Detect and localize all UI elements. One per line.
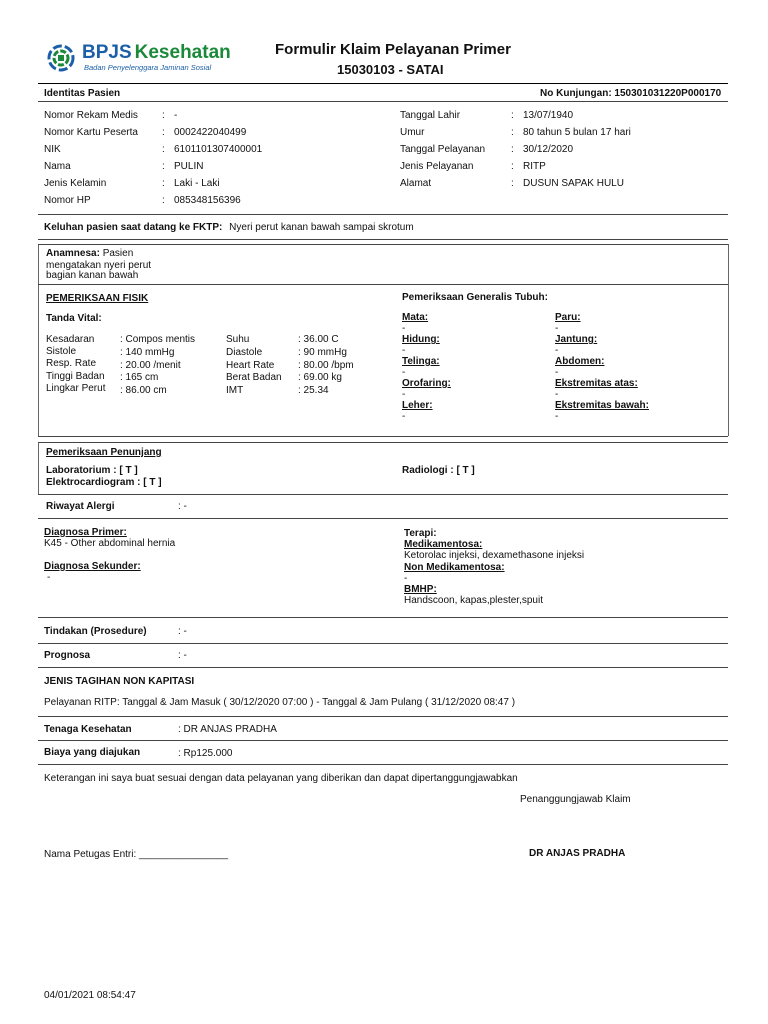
laboratorium-row: Laboratorium : [ T ] bbox=[46, 465, 138, 476]
identity-colon: : bbox=[162, 195, 165, 206]
medikamentosa-label: Medikamentosa: bbox=[404, 539, 483, 550]
vital-label: Tinggi Badan bbox=[46, 371, 105, 382]
identity-colon: : bbox=[511, 178, 514, 189]
identity-label: Tanggal Pelayanan bbox=[400, 144, 486, 155]
identity-section-label: Identitas Pasien bbox=[44, 88, 121, 99]
petugas-row bbox=[44, 849, 228, 860]
identity-label: Nomor Kartu Peserta bbox=[44, 127, 138, 138]
radiologi-row: Radiologi : [ T ] bbox=[402, 465, 475, 476]
identity-value: 0002422040499 bbox=[174, 127, 247, 138]
tindakan-label: Tindakan (Prosedure) bbox=[44, 626, 147, 637]
identity-colon: : bbox=[162, 144, 165, 155]
keluhan-label: Keluhan pasien saat datang ke FKTP: bbox=[44, 222, 223, 233]
identity-label: Tanggal Lahir bbox=[400, 110, 461, 121]
anamnesa-text: Pasien bbox=[102, 248, 134, 259]
vital-label: Lingkar Perut bbox=[46, 383, 106, 394]
vital-value: : 25.34 bbox=[298, 385, 329, 396]
generalis-value: - bbox=[555, 323, 559, 334]
diagnosa-primer-value: K45 - Other abdominal hernia bbox=[44, 538, 176, 549]
identity-value: - bbox=[174, 110, 178, 121]
logo-wordmark: BPJS Kesehatan bbox=[82, 42, 231, 63]
anamnesa-label: Anamnesa: bbox=[46, 248, 100, 259]
tenaga-value: : DR ANJAS PRADHA bbox=[178, 724, 277, 735]
generalis-label: Paru: bbox=[555, 312, 581, 323]
kunjungan-number: No Kunjungan: 150301031220P000170 bbox=[540, 88, 722, 99]
biaya-value: : Rp125.000 bbox=[178, 748, 233, 759]
anamnesa-line-2: mengatakan nyeri perut bbox=[46, 260, 152, 271]
terapi-label: Terapi: bbox=[404, 528, 437, 539]
tanda-vital-title: Tanda Vital: bbox=[46, 313, 102, 324]
identity-colon: : bbox=[511, 110, 514, 121]
bmhp-value: Handscoon, kapas,plester,spuit bbox=[404, 595, 543, 606]
generalis-value: - bbox=[402, 367, 406, 378]
identity-label: Jenis Pelayanan bbox=[400, 161, 474, 172]
alergi-label: Riwayat Alergi bbox=[46, 501, 115, 512]
prognosa-divider bbox=[38, 667, 728, 668]
non-medikamentosa-label: Non Medikamentosa: bbox=[404, 562, 505, 573]
identity-colon: : bbox=[162, 178, 165, 189]
vital-value: : Compos mentis bbox=[120, 334, 196, 345]
keluhan-row bbox=[44, 222, 414, 233]
vital-value: : 86.00 cm bbox=[120, 385, 167, 396]
medikamentosa-value: Ketorolac injeksi, dexamethasone injeksi bbox=[404, 550, 585, 561]
identity-colon: : bbox=[511, 144, 514, 155]
biaya-divider bbox=[38, 764, 728, 765]
identity-bottom-divider bbox=[38, 214, 728, 215]
vital-value: : 80.00 /bpm bbox=[298, 360, 354, 371]
form-subtitle: 15030103 - SATAI bbox=[337, 62, 444, 77]
identity-value: Laki - Laki bbox=[174, 178, 220, 189]
anamnesa-left-border bbox=[38, 244, 39, 284]
prognosa-label: Prognosa bbox=[44, 650, 91, 661]
alergi-divider bbox=[38, 518, 728, 519]
alergi-value: : - bbox=[178, 501, 187, 512]
vital-label: Heart Rate bbox=[226, 360, 275, 371]
generalis-label: Mata: bbox=[402, 312, 429, 323]
vital-label: IMT bbox=[226, 385, 244, 396]
fisik-bottom-border bbox=[38, 436, 728, 437]
identity-label: Jenis Kelamin bbox=[44, 178, 107, 189]
generalis-value: - bbox=[555, 411, 559, 422]
tindakan-value: : - bbox=[178, 626, 187, 637]
form-title: Formulir Klaim Pelayanan Primer bbox=[275, 41, 511, 58]
generalis-label: Ekstremitas atas: bbox=[555, 378, 638, 389]
vital-label: Diastole bbox=[226, 347, 263, 358]
identity-value: 13/07/1940 bbox=[523, 110, 574, 121]
tagihan-detail: Pelayanan RITP: Tanggal & Jam Masuk ( 30/12/2020 07:00 ) - Tanggal & Jam Pulang ( 31/12/2020 08:47 ) bbox=[44, 697, 516, 708]
non-medikamentosa-value: - bbox=[404, 573, 408, 584]
generalis-label: Abdomen: bbox=[555, 356, 605, 367]
generalis-label: Jantung: bbox=[555, 334, 598, 345]
identity-colon: : bbox=[162, 127, 165, 138]
generalis-label: Leher: bbox=[402, 400, 433, 411]
penunjang-top-border bbox=[38, 442, 728, 443]
header-divider bbox=[38, 83, 728, 84]
keluhan-divider bbox=[38, 239, 728, 240]
penunjang-title: Pemeriksaan Penunjang bbox=[46, 447, 162, 458]
tenaga-divider bbox=[38, 740, 728, 741]
tenaga-label: Tenaga Kesehatan bbox=[44, 724, 132, 735]
identity-colon: : bbox=[162, 110, 165, 121]
identity-label: Umur bbox=[400, 127, 425, 138]
identity-label: NIK bbox=[44, 144, 61, 155]
generalis-title: Pemeriksaan Generalis Tubuh: bbox=[402, 292, 548, 303]
vital-label: Kesadaran bbox=[46, 334, 95, 345]
anamnesa-top-border bbox=[38, 244, 728, 245]
generalis-value: - bbox=[402, 411, 406, 422]
identity-value: RITP bbox=[523, 161, 546, 172]
generalis-value: - bbox=[402, 345, 406, 356]
identity-label: Nama bbox=[44, 161, 71, 172]
petugas-blank: ________________ bbox=[139, 849, 229, 860]
generalis-value: - bbox=[402, 389, 406, 400]
identity-value: 085348156396 bbox=[174, 195, 241, 206]
generalis-value: - bbox=[402, 323, 406, 334]
penanggung-label: Penanggungjawab Klaim bbox=[520, 794, 631, 805]
diagnosa-sekunder-value: - bbox=[47, 572, 51, 583]
vital-value: : 140 mmHg bbox=[120, 347, 175, 358]
identity-value: 30/12/2020 bbox=[523, 144, 574, 155]
vital-value: : 69.00 kg bbox=[298, 372, 342, 383]
diagnosa-sekunder-label: Diagnosa Sekunder: bbox=[44, 561, 141, 572]
identity-label: Alamat bbox=[400, 178, 432, 189]
bpjs-logo-icon bbox=[46, 42, 76, 74]
identity-colon: : bbox=[511, 161, 514, 172]
tindakan-top-divider bbox=[38, 617, 728, 618]
identity-colon: : bbox=[511, 127, 514, 138]
keterangan-statement: Keterangan ini saya buat sesuai dengan data pelayanan yang diberikan dan dapat dipertanggungjawabkan bbox=[44, 773, 518, 784]
biaya-label: Biaya yang diajukan bbox=[44, 747, 141, 758]
elektrocardiogram-row: Elektrocardiogram : [ T ] bbox=[46, 477, 162, 488]
pemeriksaan-fisik-title: PEMERIKSAAN FISIK bbox=[46, 293, 149, 304]
anamnesa-line-1 bbox=[46, 248, 133, 259]
vital-value: : 165 cm bbox=[120, 372, 159, 383]
tindakan-divider bbox=[38, 643, 728, 644]
tagihan-title: JENIS TAGIHAN NON KAPITASI bbox=[44, 676, 195, 687]
penunjang-bottom-border bbox=[38, 494, 728, 495]
identity-colon: : bbox=[162, 161, 165, 172]
penunjang-left-border bbox=[38, 442, 39, 494]
vital-label: Sistole bbox=[46, 346, 77, 357]
vital-label: Suhu bbox=[226, 334, 250, 345]
keluhan-value: Nyeri perut kanan bawah sampai skrotum bbox=[229, 222, 414, 233]
fisik-left-border bbox=[38, 284, 39, 436]
signer-name: DR ANJAS PRADHA bbox=[529, 848, 626, 859]
vital-value: : 20.00 /menit bbox=[120, 360, 181, 371]
print-timestamp: 04/01/2021 08:54:47 bbox=[44, 990, 136, 1001]
identity-label: Nomor Rekam Medis bbox=[44, 110, 138, 121]
diagnosa-primer-label: Diagnosa Primer: bbox=[44, 527, 127, 538]
generalis-value: - bbox=[555, 345, 559, 356]
generalis-label: Ekstremitas bawah: bbox=[555, 400, 649, 411]
generalis-label: Hidung: bbox=[402, 334, 440, 345]
identity-value: 80 tahun 5 bulan 17 hari bbox=[523, 127, 631, 138]
petugas-label: Nama Petugas Entri: bbox=[44, 849, 140, 860]
generalis-label: Orofaring: bbox=[402, 378, 451, 389]
vital-label: Berat Badan bbox=[226, 372, 282, 383]
generalis-value: - bbox=[555, 367, 559, 378]
vital-value: : 36.00 C bbox=[298, 334, 339, 345]
generalis-label: Telinga: bbox=[402, 356, 440, 367]
bmhp-label: BMHP: bbox=[404, 584, 437, 595]
prognosa-value: : - bbox=[178, 650, 187, 661]
logo-tagline: Badan Penyelenggara Jaminan Sosial bbox=[84, 63, 212, 72]
generalis-value: - bbox=[555, 389, 559, 400]
tagihan-divider bbox=[38, 716, 728, 717]
identity-value: 6101101307400001 bbox=[174, 144, 263, 155]
fisik-right-border bbox=[728, 284, 729, 436]
anamnesa-right-border bbox=[728, 244, 729, 284]
vital-value: : 90 mmHg bbox=[298, 347, 347, 358]
vital-label: Resp. Rate bbox=[46, 358, 97, 369]
fisik-top-border bbox=[38, 284, 728, 285]
identity-divider bbox=[38, 101, 728, 102]
identity-label: Nomor HP bbox=[44, 195, 91, 206]
identity-value: PULIN bbox=[174, 161, 204, 172]
anamnesa-line-3: bagian kanan bawah bbox=[46, 270, 139, 281]
identity-value: DUSUN SAPAK HULU bbox=[523, 178, 624, 189]
